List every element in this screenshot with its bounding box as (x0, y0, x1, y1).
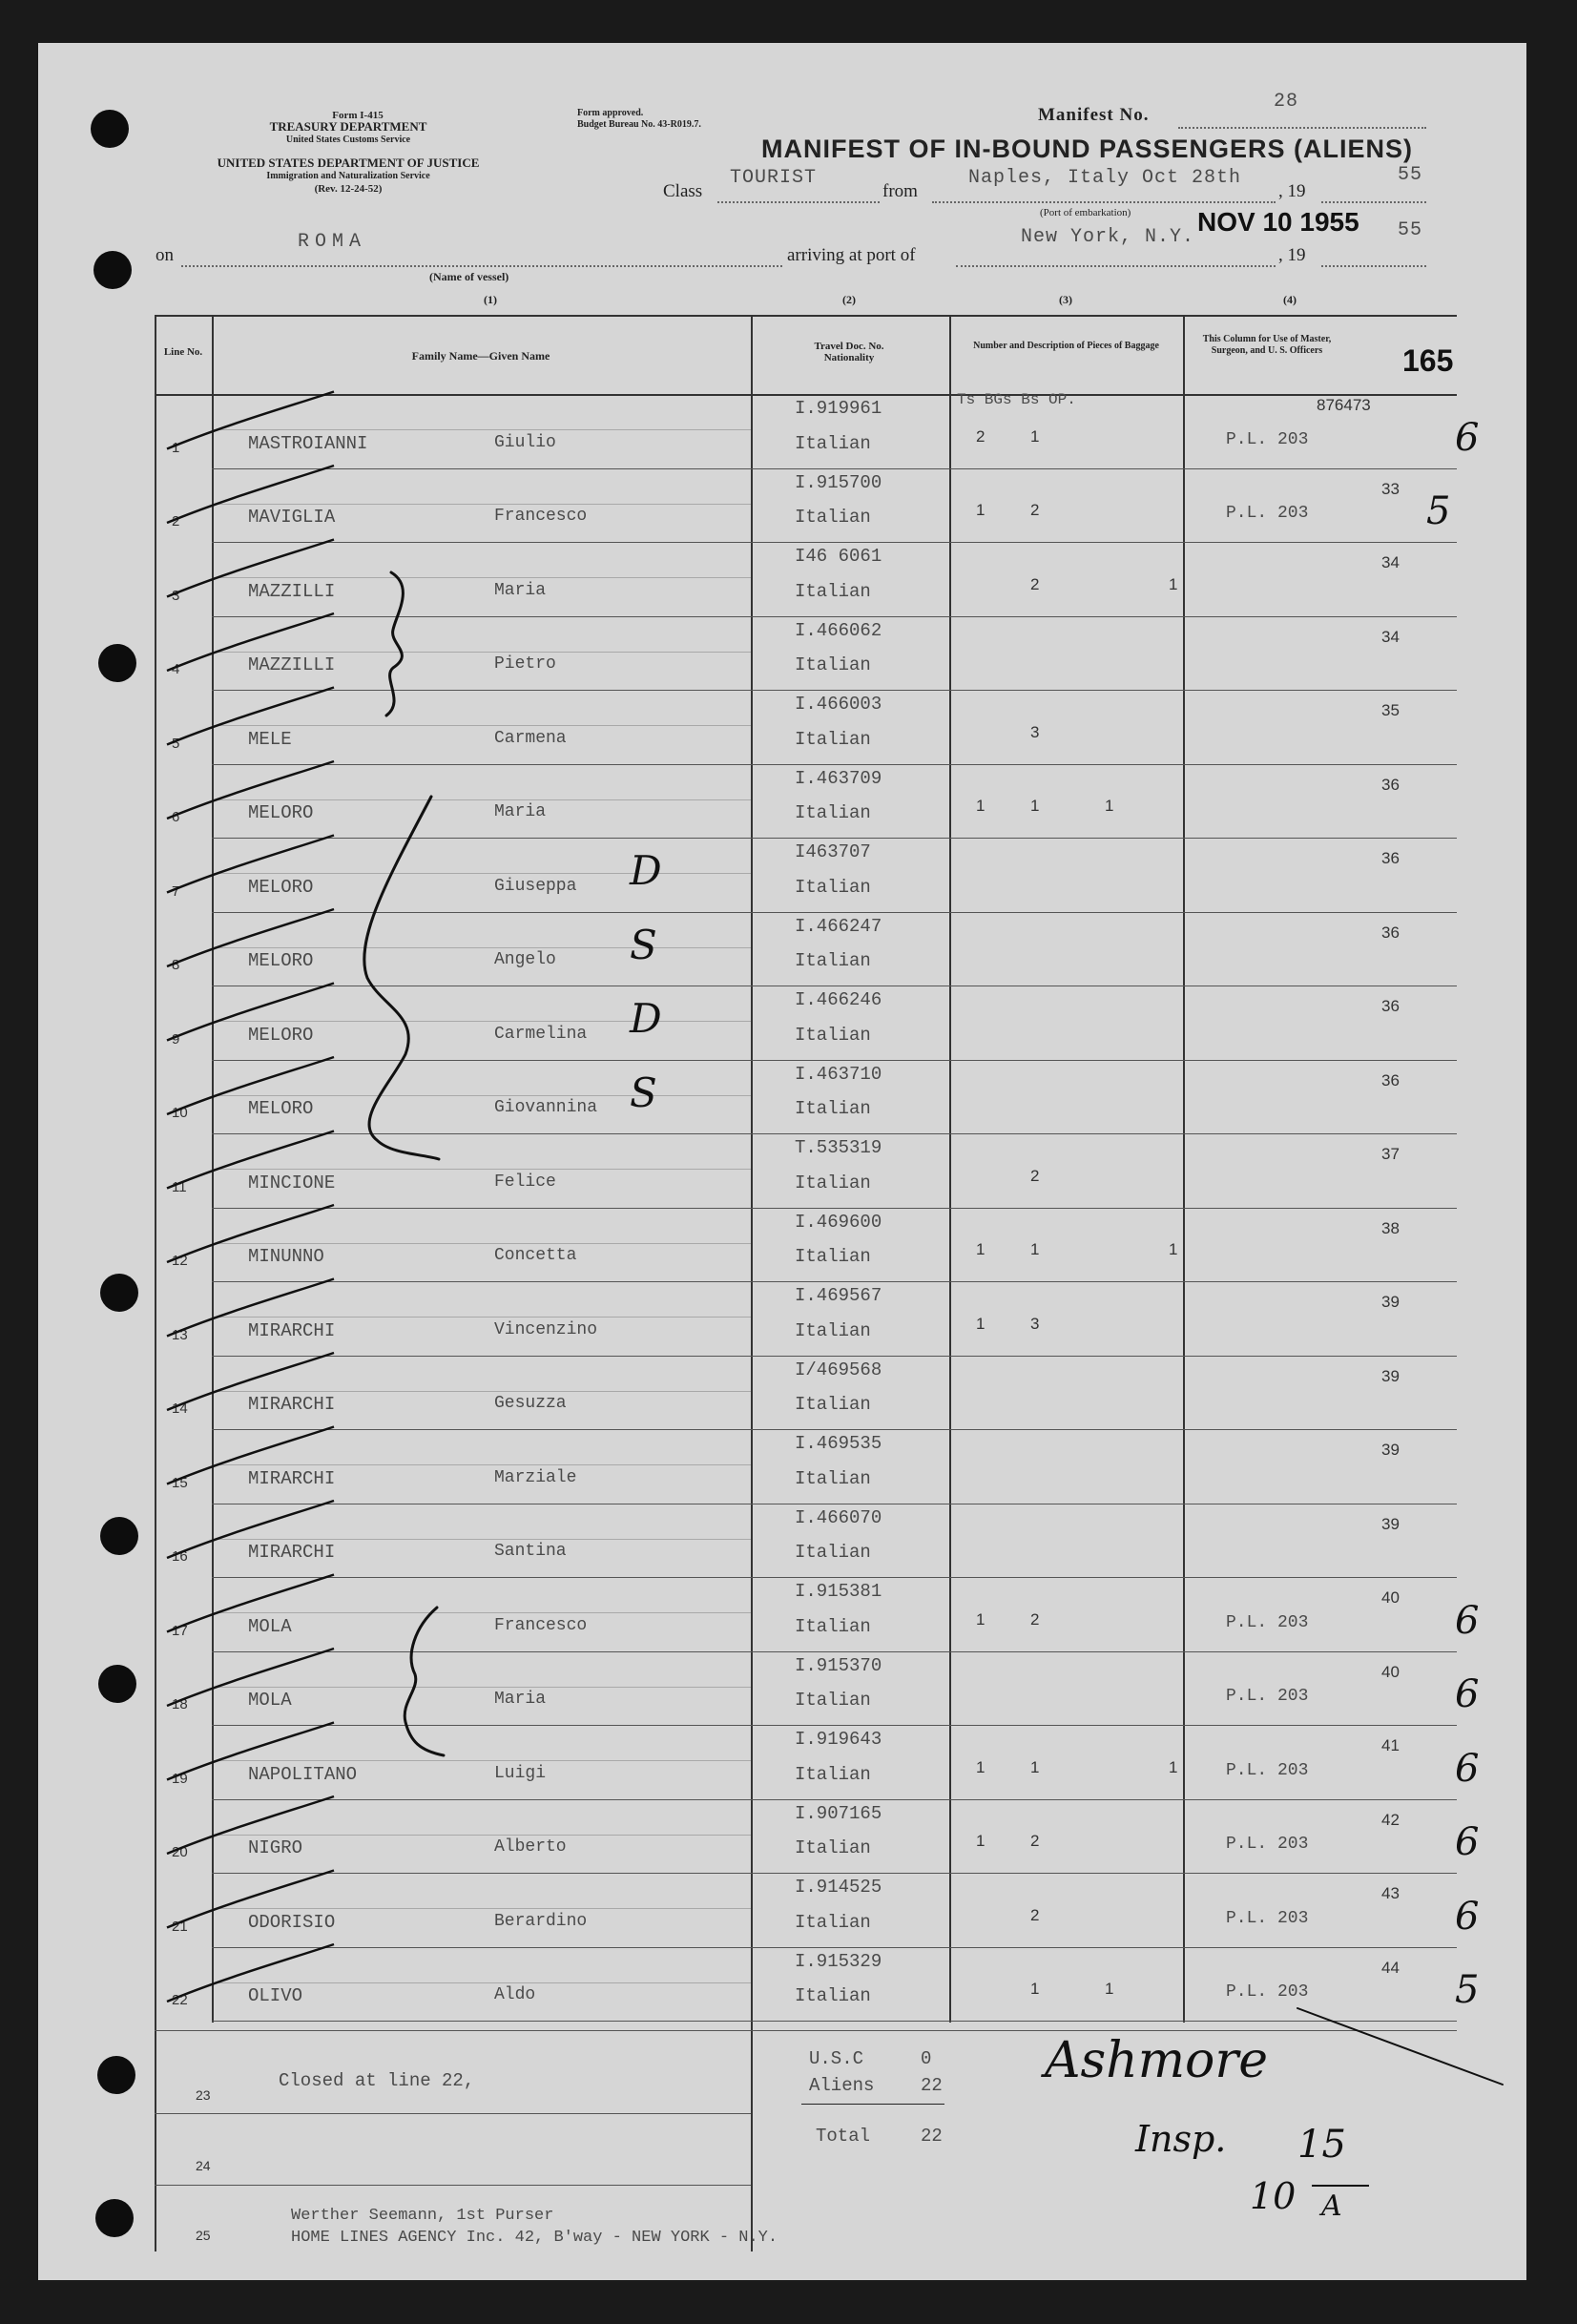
given-name: Berardino (494, 1911, 588, 1931)
manifest-no-label: Manifest No. (1038, 105, 1150, 125)
baggage-count: 1 (1030, 1757, 1040, 1776)
year-value: 55 (1398, 164, 1423, 186)
family-name: MELE (248, 728, 292, 750)
officer-number: 35 (1381, 701, 1400, 719)
travel-doc-number: I.907165 (795, 1802, 882, 1824)
year2-label: , 19 (1278, 245, 1306, 265)
date-stamp: NOV 10 1955 (1197, 207, 1359, 237)
officer-number: 38 (1381, 1218, 1400, 1237)
header-officers: This Column for Use of Master, Surgeon, and U. S. Officers (1202, 334, 1332, 356)
officer-number: 43 (1381, 1884, 1400, 1902)
header-travel-doc: Travel Doc. No. Nationality (814, 341, 884, 363)
manifest-no-value: 28 (1274, 91, 1299, 113)
travel-doc-number: I.919961 (795, 398, 882, 419)
handwritten-mark: 6 (1455, 1746, 1480, 1791)
check-slash (167, 613, 334, 671)
travel-doc-number: I.466062 (795, 619, 882, 641)
nationality: Italian (795, 1467, 871, 1489)
baggage-count: 1 (976, 1314, 986, 1333)
line-number: 20 (172, 1844, 188, 1860)
given-name: Marziale (494, 1467, 577, 1487)
line-number: 9 (172, 1030, 180, 1048)
manifest-page (38, 43, 1526, 2280)
given-name: Maria (494, 580, 547, 600)
inspector-signature: Ashmore (1045, 2032, 1268, 2089)
budget-bureau: Budget Bureau No. 43-R019.7. (577, 119, 701, 130)
header-line-no: Line No. (163, 346, 203, 358)
nationality: Italian (795, 1024, 871, 1046)
officer-number: 36 (1381, 1070, 1400, 1089)
line-number: 1 (172, 439, 180, 456)
officer-code: P.L. 203 (1226, 1612, 1309, 1632)
officer-code: P.L. 203 (1226, 1687, 1309, 1706)
hand-a: A (1321, 2189, 1342, 2223)
travel-doc-number: I.463710 (795, 1063, 882, 1085)
family-name: MIRARCHI (248, 1319, 336, 1341)
header-baggage: Number and Description of Pieces of Baggage (973, 341, 1159, 351)
family-name: MINCIONE (248, 1172, 336, 1193)
given-name: Concetta (494, 1246, 577, 1265)
officer-number: 36 (1381, 775, 1400, 794)
nationality: Italian (795, 654, 871, 675)
given-name: Santina (494, 1542, 567, 1561)
officer-number: 33 (1381, 479, 1400, 498)
baggage-count: 1 (976, 1609, 986, 1629)
baggage-count: 3 (1030, 722, 1040, 741)
travel-doc-number: I.915329 (795, 1950, 882, 1972)
nationality: Italian (795, 1837, 871, 1858)
officer-code: P.L. 203 (1226, 1908, 1309, 1928)
check-slash (167, 909, 334, 966)
aliens-value: 22 (921, 2075, 943, 2096)
check-slash (167, 1944, 334, 2002)
line-number: 12 (172, 1253, 188, 1269)
class-label: Class (663, 181, 703, 201)
nationality: Italian (795, 802, 871, 823)
officer-number: 40 (1381, 1588, 1400, 1607)
given-name: Maria (494, 802, 547, 821)
travel-doc-number: I.466247 (795, 915, 882, 937)
handwritten-mark: 6 (1455, 1894, 1480, 1939)
line-number: 6 (172, 809, 180, 825)
check-slash (167, 984, 334, 1041)
year-label: , 19 (1278, 181, 1306, 201)
line-number: 19 (172, 1770, 188, 1787)
footer-line-24: 24 (196, 2158, 211, 2173)
baggage-count: 2 (1030, 1166, 1040, 1185)
officer-number: 40 (1381, 1662, 1400, 1681)
family-name: MINUNNO (248, 1246, 324, 1267)
given-name: Luigi (494, 1763, 547, 1783)
officer-number: 36 (1381, 997, 1400, 1015)
line-number: 5 (172, 735, 180, 752)
line-number: 22 (172, 1992, 188, 2008)
nationality: Italian (795, 432, 871, 454)
hand-15: 15 (1297, 2123, 1346, 2167)
bracket-mark (364, 797, 439, 1159)
rev-label: (Rev. 12-24-52) (314, 183, 383, 195)
handwritten-mark: 6 (1455, 1820, 1480, 1864)
inspector-abbrev: Insp. (1135, 2118, 1227, 2160)
nationality: Italian (795, 1542, 871, 1563)
given-name: Giulio (494, 432, 556, 452)
officer-number: 44 (1381, 1958, 1400, 1977)
check-slash (167, 1871, 334, 1928)
given-name: Aldo (494, 1985, 536, 2004)
check-slash (167, 540, 334, 597)
check-slash (167, 392, 334, 449)
baggage-count: 1 (1030, 797, 1040, 816)
baggage-count: 1 (1169, 1757, 1178, 1776)
officer-code: P.L. 203 (1226, 1760, 1309, 1780)
travel-doc-number: I463707 (795, 841, 871, 862)
line-number: 14 (172, 1401, 188, 1417)
baggage-count: 1 (976, 1240, 986, 1259)
bracket-mark (405, 1608, 444, 1755)
check-slash (167, 1279, 334, 1337)
family-name: MOLA (248, 1615, 292, 1637)
justice-label: UNITED STATES DEPARTMENT OF JUSTICE (217, 156, 480, 170)
page-number: 165 (1402, 343, 1454, 378)
family-name: MELORO (248, 950, 314, 971)
travel-doc-number: I.466070 (795, 1506, 882, 1528)
line-number: 21 (172, 1918, 188, 1935)
check-slash (167, 836, 334, 893)
family-name: MAZZILLI (248, 654, 336, 675)
check-slash (167, 1057, 334, 1114)
handwritten-mark: 5 (1455, 1968, 1480, 2012)
bracket-mark (386, 572, 403, 716)
officer-code: P.L. 203 (1226, 429, 1309, 449)
officer-number: 42 (1381, 1810, 1400, 1829)
form-approved: Form approved. (577, 108, 644, 118)
given-name: Pietro (494, 654, 556, 674)
baggage-count: 1 (1030, 1240, 1040, 1259)
travel-doc-number: I.915381 (795, 1581, 882, 1602)
check-slash (167, 688, 334, 745)
baggage-count: 2 (1030, 574, 1040, 593)
line-number: 18 (172, 1696, 188, 1712)
baggage-count: 2 (976, 426, 986, 446)
family-name: MOLA (248, 1690, 292, 1711)
given-name: Maria (494, 1690, 547, 1709)
travel-doc-number: I.914525 (795, 1877, 882, 1898)
treasury-label: TREASURY DEPARTMENT (269, 119, 427, 134)
handwritten-mark: D (630, 847, 662, 894)
baggage-count: 1 (1105, 797, 1114, 816)
family-name: MAVIGLIA (248, 507, 336, 528)
nationality: Italian (795, 1690, 871, 1711)
nationality: Italian (795, 1763, 871, 1785)
baggage-count: 1 (976, 1832, 986, 1851)
check-slash (167, 1575, 334, 1632)
line-number: 17 (172, 1622, 188, 1639)
class-value: TOURIST (730, 167, 818, 189)
baggage-count: 1 (976, 1757, 986, 1776)
nationality: Italian (795, 1394, 871, 1415)
header-name: Family Name—Given Name (411, 349, 550, 363)
baggage-count: 2 (1030, 1905, 1040, 1924)
given-name: Francesco (494, 507, 588, 526)
footer-line-23: 23 (196, 2087, 211, 2103)
arriving-label: arriving at port of (787, 245, 916, 265)
given-name: Felice (494, 1172, 556, 1192)
line-number: 3 (172, 587, 180, 604)
travel-doc-number: I.915700 (795, 471, 882, 493)
baggage-count: 1 (1169, 574, 1178, 593)
officer-code: P.L. 203 (1226, 1835, 1309, 1854)
nationality: Italian (795, 1911, 871, 1933)
footer-line-25: 25 (196, 2228, 211, 2243)
travel-doc-number: I.466003 (795, 694, 882, 715)
family-name: MELORO (248, 1098, 314, 1119)
total-label: Total (816, 2126, 871, 2147)
handwritten-mark: D (630, 995, 662, 1042)
check-slash (167, 1649, 334, 1706)
vessel-name: ROMA (298, 231, 367, 253)
nationality: Italian (795, 1985, 871, 2006)
officer-number: 39 (1381, 1514, 1400, 1533)
line-number: 15 (172, 1474, 188, 1491)
officer-number: 34 (1381, 553, 1400, 571)
family-name: ODORISIO (248, 1911, 336, 1933)
officer-number: 39 (1381, 1293, 1400, 1311)
baggage-count: 3 (1030, 1314, 1040, 1333)
check-slash (167, 761, 334, 819)
travel-doc-number: I46 6061 (795, 546, 882, 567)
port-embarkation-caption: (Port of embarkation) (1040, 207, 1131, 218)
col-1-number: (1) (484, 293, 497, 306)
travel-doc-number: T.535319 (795, 1137, 882, 1158)
purser-name: Werther Seemann, 1st Purser (291, 2207, 554, 2225)
line-number: 2 (172, 513, 180, 529)
col-2-number: (2) (842, 293, 856, 306)
nationality: Italian (795, 507, 871, 528)
officer-code: P.L. 203 (1226, 1982, 1309, 2002)
travel-doc-number: I.469535 (795, 1433, 882, 1454)
family-name: MAZZILLI (248, 580, 336, 602)
family-name: OLIVO (248, 1985, 303, 2006)
handwritten-mark: 6 (1455, 1598, 1480, 1643)
ins-label: Immigration and Naturalization Service (266, 171, 430, 181)
officer-number: 41 (1381, 1736, 1400, 1754)
given-name: Giovannina (494, 1098, 598, 1117)
handwritten-marks (38, 43, 1526, 2280)
family-name: MIRARCHI (248, 1394, 336, 1415)
travel-doc-number: I.463709 (795, 767, 882, 789)
check-slash (167, 466, 334, 523)
from-value: Naples, Italy Oct 28th (968, 167, 1242, 189)
baggage-codes: Ts BGs Bs OP. (957, 391, 1076, 408)
travel-doc-number: I.466246 (795, 989, 882, 1010)
handwritten-mark: S (630, 921, 657, 968)
baggage-count: 2 (1030, 1832, 1040, 1851)
family-name: MELORO (248, 876, 314, 898)
baggage-count: 2 (1030, 1609, 1040, 1629)
manifest-title: MANIFEST OF IN-BOUND PASSENGERS (ALIENS) (761, 135, 1414, 163)
check-slash (167, 1501, 334, 1558)
officer-number: 36 (1381, 849, 1400, 867)
check-slash (167, 1131, 334, 1189)
line-number: 8 (172, 957, 180, 973)
nationality: Italian (795, 1319, 871, 1341)
officer-number: 36 (1381, 923, 1400, 942)
vessel-caption: (Name of vessel) (429, 270, 509, 283)
given-name: Alberto (494, 1837, 567, 1857)
given-name: Vincenzino (494, 1319, 598, 1339)
nationality: Italian (795, 1172, 871, 1193)
handwritten-mark: 6 (1455, 1672, 1480, 1716)
aliens-label: Aliens (809, 2075, 875, 2096)
baggage-count: 2 (1030, 501, 1040, 520)
officer-code: P.L. 203 (1226, 504, 1309, 523)
col-4-number: (4) (1283, 293, 1297, 306)
check-slash (167, 1205, 334, 1262)
handwritten-mark: 5 (1426, 489, 1451, 533)
baggage-count: 1 (1030, 1980, 1040, 1999)
line-number: 10 (172, 1105, 188, 1121)
travel-doc-number: I.919643 (795, 1729, 882, 1750)
handwritten-mark: S (630, 1069, 657, 1116)
given-name: Gesuzza (494, 1394, 567, 1413)
given-name: Angelo (494, 950, 556, 969)
family-name: MASTROIANNI (248, 432, 368, 454)
check-slash (167, 1427, 334, 1484)
long-slash (1297, 2008, 1503, 2085)
line-number: 7 (172, 882, 180, 900)
travel-doc-number: I.915370 (795, 1654, 882, 1676)
usc-label: U.S.C (809, 2048, 864, 2069)
nationality: Italian (795, 728, 871, 750)
given-name: Francesco (494, 1615, 588, 1635)
closed-at-line: Closed at line 22, (279, 2070, 475, 2091)
baggage-count: 1 (1169, 1240, 1178, 1259)
nationality: Italian (795, 1098, 871, 1119)
line-number: 13 (172, 1326, 188, 1343)
nationality: Italian (795, 1615, 871, 1637)
baggage-count: 1 (1105, 1980, 1114, 1999)
year2-value: 55 (1398, 219, 1423, 241)
line-number: 11 (172, 1178, 187, 1195)
family-name: NIGRO (248, 1837, 303, 1858)
travel-doc-number: I/469568 (795, 1359, 882, 1380)
check-slash (167, 1796, 334, 1854)
handwritten-mark: 6 (1455, 415, 1480, 460)
given-name: Giuseppa (494, 876, 577, 896)
form-number: Form I-415 (332, 110, 384, 121)
baggage-count: 1 (976, 797, 986, 816)
travel-doc-number: I.469600 (795, 1211, 882, 1233)
customs-label: United States Customs Service (285, 135, 411, 145)
officer-number: 37 (1381, 1145, 1400, 1163)
hand-10: 10 (1250, 2175, 1297, 2217)
given-name: Carmena (494, 728, 567, 748)
on-label: on (156, 245, 174, 265)
given-name: Carmelina (494, 1024, 588, 1044)
col-3-number: (3) (1059, 293, 1072, 306)
family-name: MIRARCHI (248, 1467, 336, 1489)
nationality: Italian (795, 950, 871, 971)
travel-doc-number: I.469567 (795, 1285, 882, 1306)
family-name: MELORO (248, 802, 314, 823)
line-number: 4 (172, 661, 180, 677)
nationality: Italian (795, 580, 871, 602)
from-label: from (882, 181, 918, 201)
baggage-count: 1 (976, 501, 986, 520)
check-slash (167, 1353, 334, 1410)
family-name: MIRARCHI (248, 1542, 336, 1563)
usc-value: 0 (921, 2048, 932, 2069)
nationality: Italian (795, 876, 871, 898)
family-name: MELORO (248, 1024, 314, 1046)
baggage-count: 1 (1030, 426, 1040, 446)
total-value: 22 (921, 2126, 943, 2147)
family-name: NAPOLITANO (248, 1763, 358, 1785)
line-number: 16 (172, 1548, 188, 1565)
officer-number: 34 (1381, 627, 1400, 646)
officer-number: 39 (1381, 1441, 1400, 1459)
officer-number: 39 (1381, 1366, 1400, 1385)
arriving-value: New York, N.Y. (1021, 226, 1195, 248)
officer-note: 876473 (1317, 396, 1371, 414)
check-slash (167, 1723, 334, 1780)
nationality: Italian (795, 1246, 871, 1267)
agency-name: HOME LINES AGENCY Inc. 42, B'way - NEW YORK - N.Y. (291, 2229, 778, 2247)
